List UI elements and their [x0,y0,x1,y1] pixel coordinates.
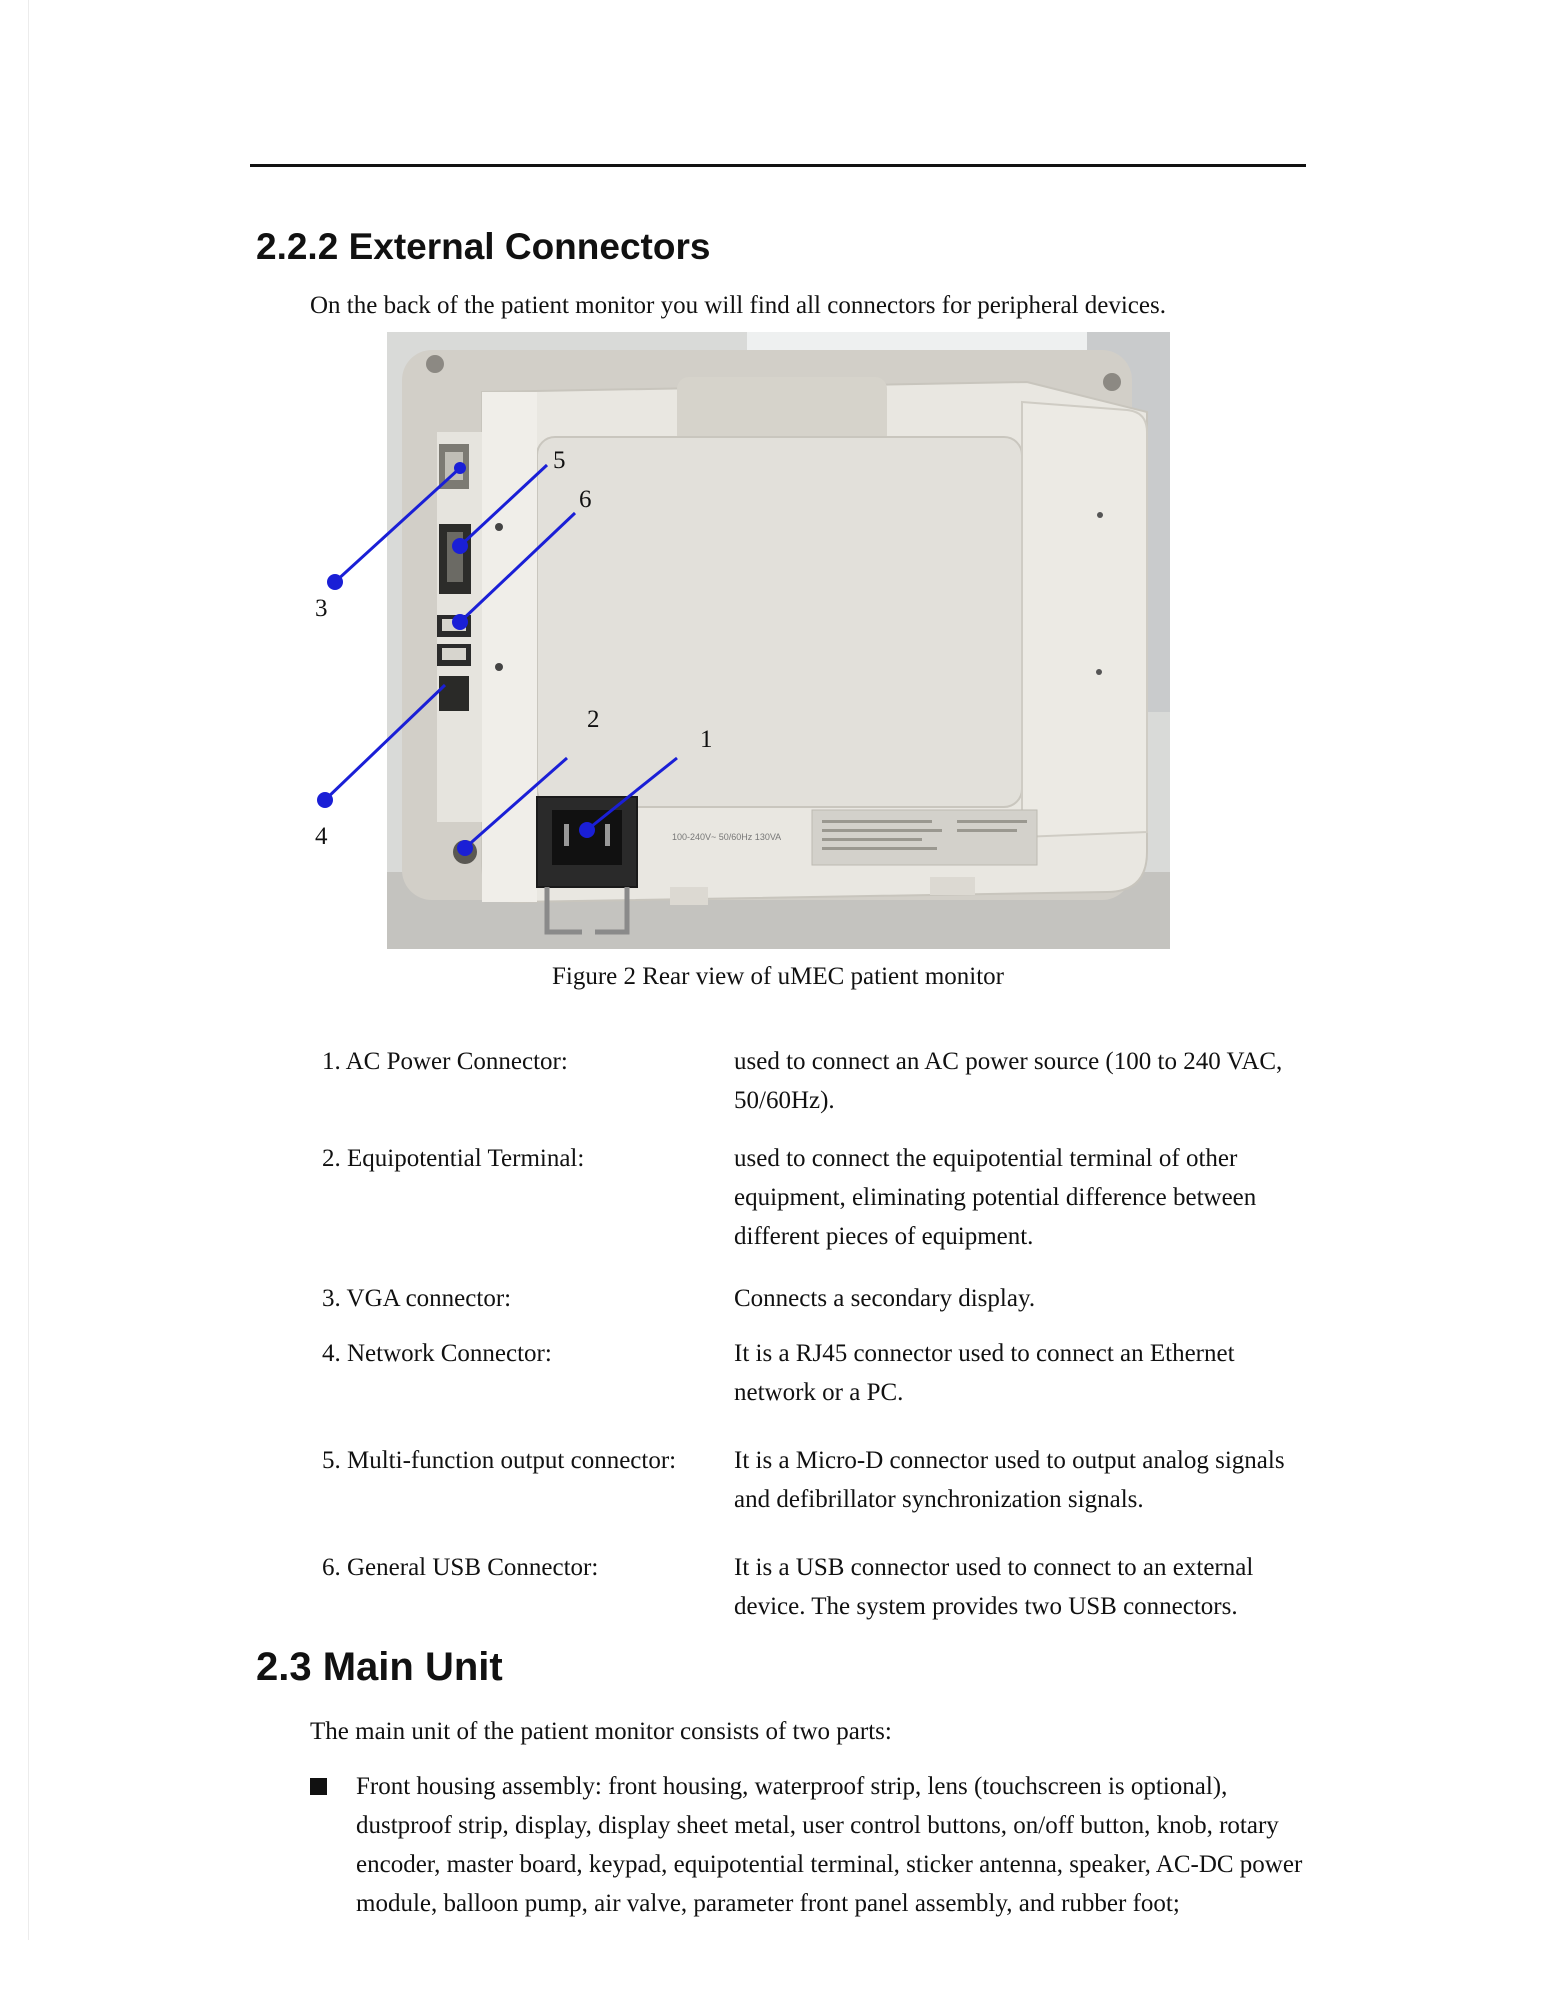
power-rating-text: 100-240V~ 50/60Hz 130VA [672,832,782,842]
callout-label-4: 4 [315,823,328,850]
definition-term: 6. General USB Connector: [322,1554,599,1581]
external-connectors-intro: On the back of the patient monitor you will find all connectors for peripheral devices. [310,292,1166,319]
definition-description: It is a Micro-D connector used to output analog signals and defibrillator synchronization signals. [734,1447,1285,1513]
callout-label-6: 6 [579,486,592,513]
definition-term: 5. Multi-function output connector: [322,1447,677,1474]
list-item [310,1767,1310,1935]
figure-caption: Figure 2 Rear view of uMEC patient monitor [551,963,1004,990]
callout-label-5: 5 [553,447,566,474]
callout-label-3: 3 [315,595,328,622]
definition-description: It is a USB connector used to connect to an external device. The system provides two USB connectors. [734,1554,1254,1620]
section-heading-external-connectors: 2.2.2 External Connectors [256,226,711,267]
definition-term: 3. VGA connector: [322,1285,512,1312]
definition-description: It is a RJ45 connector used to connect an Ethernet network or a PC. [734,1340,1235,1406]
main-unit-intro: The main unit of the patient monitor consists of two parts: [310,1718,892,1745]
definition-term: 2. Equipotential Terminal: [322,1145,585,1172]
header-rule [250,164,1306,167]
definition-description: used to connect the equipotential terminal of other equipment, eliminating potential difference between different pieces of equipment. [734,1145,1257,1250]
definition-description: Connects a secondary display. [734,1285,1036,1312]
callout-label-1: 1 [700,726,713,753]
rear-view-figure [300,330,1180,950]
callout-lines [300,330,1180,950]
section-heading-main-unit: 2.3 Main Unit [256,1645,503,1689]
square-bullet-icon [310,1778,327,1795]
definition-term: 1. AC Power Connector: [322,1048,568,1075]
definition-description: used to connect an AC power source (100 to 240 VAC, 50/60Hz). [734,1048,1283,1114]
bullet-text: Front housing assembly: front housing, waterproof strip, lens (touchscreen is optional), dustproof strip, display, display sheet metal, user control buttons, on/off button, knob, rotary encoder, master board, keypad, equipotential terminal, sticker antenna, speaker, AC-DC power module, balloon pump, air valve, parameter front panel assembly, and rubber foot; [356,1773,1303,1917]
definition-term: 4. Network Connector: [322,1340,552,1367]
callout-label-2: 2 [587,706,600,733]
